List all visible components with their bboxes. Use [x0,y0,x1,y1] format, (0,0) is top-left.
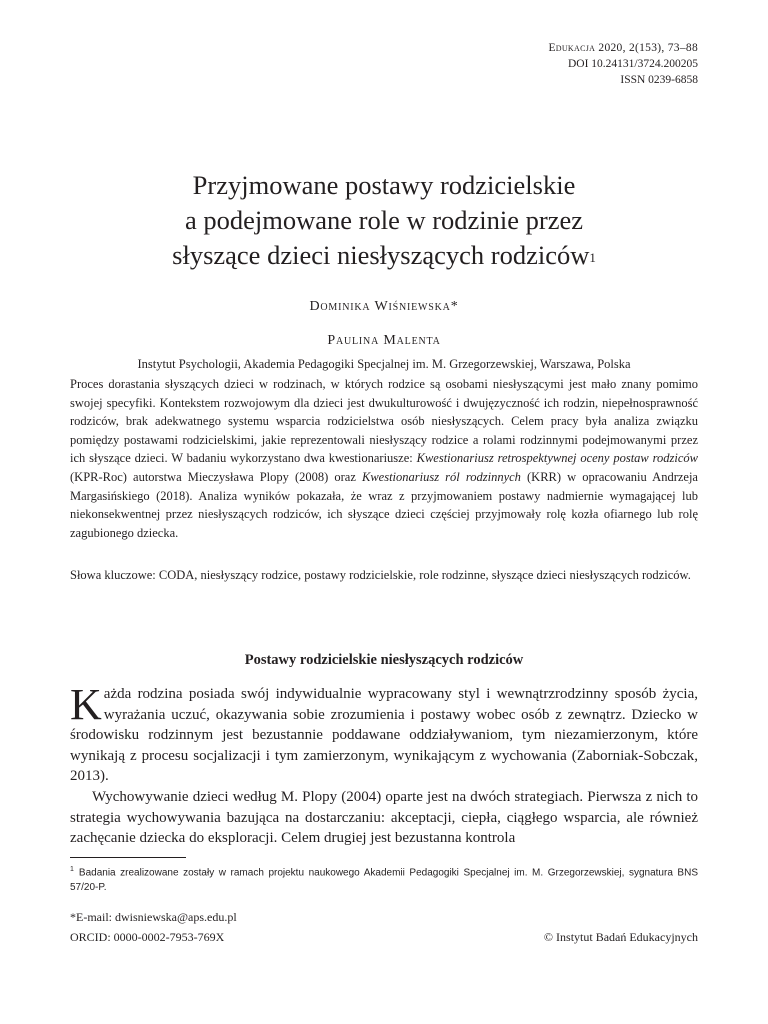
abstract-text [70,375,698,542]
abstract-part-3: (KRR) w opracowaniu Andrzeja Margasińskiego (2018). Analiza wyników pokazała, że wraz z przyjmowaniem postawy nadmiernie wymagającej lub niekonsekwentnej przez niesłyszących rodziców, ich słyszące dzieci częściej przyjmowały rolę kozła ofiarnego lub rolę zagubionego dziecka. [70,469,698,540]
footnote-divider [70,857,186,858]
title-line-3 [70,238,698,273]
paragraph-1 [70,680,698,787]
section-heading: Postawy rodzicielskie niesłyszących rodziców [244,652,524,668]
copyright: © Instytut Badań Edukacyjnych [543,930,698,944]
keywords: Słowa kluczowe: CODA, niesłyszący rodzice, postawy rodzicielskie, role rodzinne, słyszące dzieci niesłyszących rodziców. [70,568,691,582]
footnote-mark: 1 [70,866,74,873]
doi[interactable]: DOI 10.24131/3724.200205 [567,58,698,70]
journal-citation: Edukacja 2020, 2(153), 73–88 [548,42,698,54]
abstract [70,375,698,542]
article-title [70,168,698,273]
title-footnote-mark[interactable]: 1 [589,250,596,265]
title-line-1: Przyjmowane postawy rodzicielskie [192,170,576,200]
drop-cap: K [70,680,102,729]
footnote [70,862,698,895]
footnote-text: Badania zrealizowane zostały w ramach projektu naukowego Akademii Pedagogiki Specjalnej im. M. Grzegorzewskiej, sygnatura BNS 57/20-P. [70,867,698,894]
paragraph-2: Wychowywanie dzieci według M. Plopy (2004) oparte jest na dwóch strategiach. Pierwsza z nich to strategia wychowywania bazująca na dostarczaniu: akceptacji, ciepła, ciągłego wsparcia, ale również zachęcanie dziecka do eksploracji. Celem drugiej jest bezustanna kontrola [70,788,698,847]
abstract-italic-1: Kwestionariusz retrospektywnej oceny postaw rodziców [416,451,698,466]
author-email[interactable]: *E-mail: dwisniewska@aps.edu.pl [70,910,237,924]
title-line-2: a podejmowane role w rodzinie przez [184,205,584,235]
abstract-part-2: (KPR-Roc) autorstwa Mieczysława Plopy (2008) oraz [70,469,362,484]
author-1: Dominika Wiśniewska* [309,299,459,314]
affiliation: Instytut Psychologii, Akademia Pedagogiki Specjalnej im. M. Grzegorzewskiej, Warszawa, Polska [137,357,631,371]
abstract-part-1: Proces dorastania słyszących dzieci w rodzinach, w których rodzice są osobami niesłyszącymi jest mało znany pomimo swojej specyfiki. Kontekstem rozwojowym dla dzieci jest dwukulturowość i dwujęzyczność ich rodzin, niepełnosprawność rodziców, brak adekwatnego systemu wsparcia rodzicielstwa osób niesłyszących. Celem pracy była analiza związku pomiędzy postawami rodzicielskimi, jakie reprezentowali niesłyszący rodzice a rolami rodzinnymi podejmowanymi przez ich słyszące dzieci. W badaniu wykorzystano dwa kwestionariusze: [70,377,698,466]
author-2: Paulina Malenta [327,333,441,348]
journal-header [548,40,698,88]
title-line-3-text: słyszące dzieci niesłyszących rodziców [172,240,590,270]
issn: ISSN 0239-6858 [620,74,698,86]
body-text [70,680,698,849]
abstract-italic-2: Kwestionariusz ról rodzinnych [361,469,521,484]
orcid[interactable]: ORCID: 0000-0002-7953-769X [70,930,225,944]
paragraph-1-text: ażda rodzina posiada swój indywidualnie wypracowany styl i wewnątrzrodzinny sposób życia, wyrażania uczuć, okazywania sobie zrozumienia i postawy wobec osób z zewnątrz. Dziecko w środowisku rodzinnym jest bezustannie poddawane oddziaływaniom, tym niezamierzonym, które wynikają z procesu socjalizacji i tym zamierzonym, wynikającym z wychowania (Zaborniak-Sobczak, 2013). [70,686,698,785]
